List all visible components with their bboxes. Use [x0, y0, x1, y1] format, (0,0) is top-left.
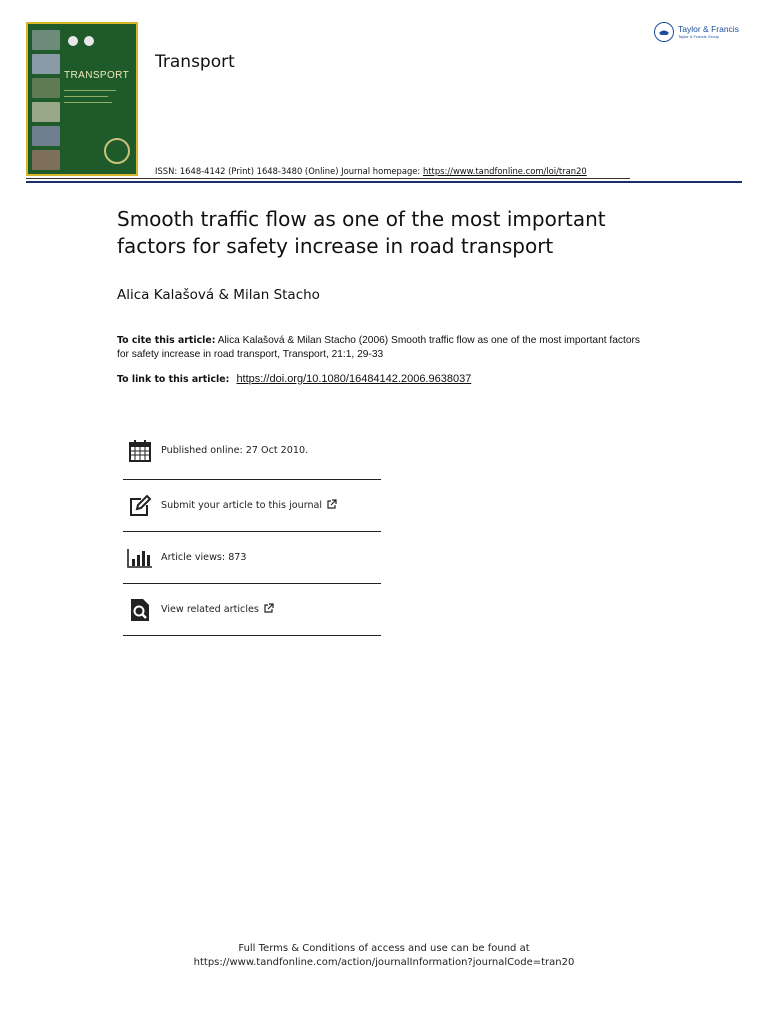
article-doi-link[interactable]: https://doi.org/10.1080/16484142.2006.9638037 [236, 373, 472, 385]
article-link-label: To link to this article: [117, 374, 230, 385]
publisher-logo[interactable] [654, 22, 739, 42]
issn-text: ISSN: 1648-4142 (Print) 1648-3480 (Online) Journal homepage: [155, 166, 421, 176]
bar-chart-icon [127, 545, 153, 571]
search-document-icon [127, 597, 153, 623]
publisher-logo-subtext: Taylor & Francis Group [678, 33, 719, 39]
submit-article-text: Submit your article to this journal [161, 500, 323, 511]
citation-text: Alica Kalašová & Milan Stacho (2006) Smooth traffic flow as one of the most important factors for safety increase in road transport, Transport, 21:1, 29-33 [117, 335, 640, 360]
external-link-icon [327, 499, 337, 512]
related-articles-row[interactable] [123, 584, 381, 636]
article-title: Smooth traffic flow as one of the most important factors for safety increase in road transport [117, 207, 606, 258]
publisher-logo-icon [654, 22, 674, 42]
external-link-icon [264, 603, 274, 616]
calendar-icon [127, 438, 153, 464]
journal-homepage-link[interactable]: https://www.tandfonline.com/loi/tran20 [422, 166, 587, 176]
published-online-text: Published online: 27 Oct 2010. [161, 445, 309, 456]
publisher-logo-text: Taylor & Francis [678, 24, 739, 35]
citation-block [117, 334, 647, 362]
published-online-row [123, 422, 381, 480]
cover-title: TRANSPORT [64, 70, 130, 81]
footer-terms-text: Full Terms & Conditions of access and use can be found at [238, 943, 530, 954]
issn-line [155, 166, 587, 176]
submit-article-row[interactable] [123, 480, 381, 532]
related-articles-text: View related articles [161, 604, 259, 615]
footer-terms-link[interactable]: https://www.tandfonline.com/action/journalInformation?journalCode=tran20 [193, 957, 575, 968]
footer [0, 942, 768, 970]
article-authors: Alica Kalašová & Milan Stacho [117, 287, 320, 303]
article-meta-list [123, 422, 381, 636]
journal-cover-image [26, 22, 138, 176]
article-link-line [117, 373, 471, 385]
article-views-text: Article views: 873 [161, 552, 247, 563]
header-rule-thin [26, 178, 630, 179]
citation-label: To cite this article: [117, 335, 216, 346]
header-rule [26, 181, 742, 183]
article-views-row [123, 532, 381, 584]
journal-name: Transport [155, 52, 235, 72]
edit-icon [127, 493, 153, 519]
